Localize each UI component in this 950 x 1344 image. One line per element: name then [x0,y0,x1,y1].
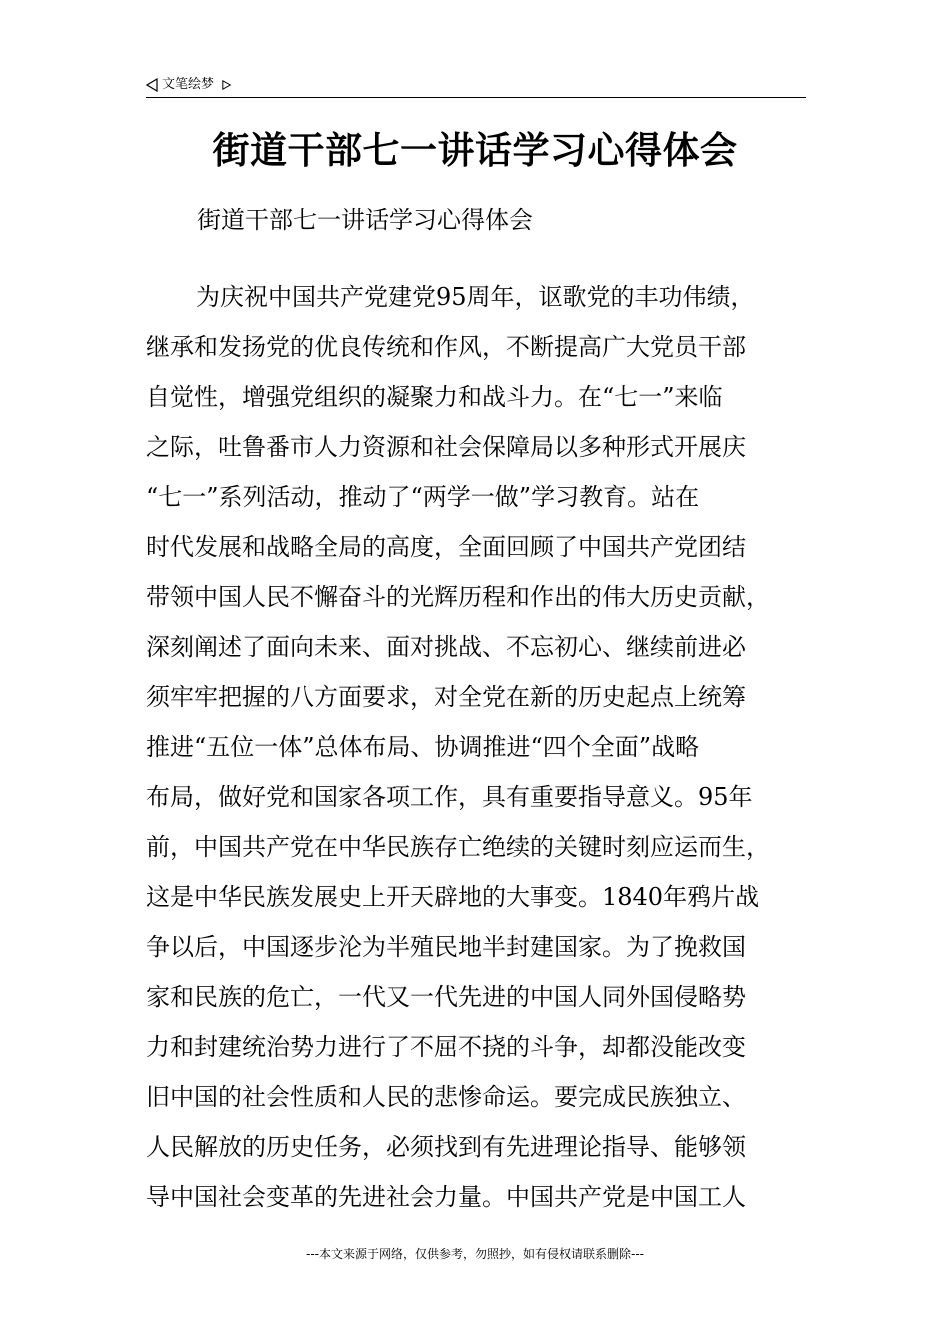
body-line: 导中国社会变革的先进社会力量。中国共产党是中国工人 [146,1183,746,1211]
body-line: 带领中国人民不懈奋斗的光辉历程和作出的伟大历史贡献， [146,583,770,611]
body-line: 为庆祝中国共产党建党95周年，讴歌党的丰功伟绩， [196,283,755,311]
body-line: 推进“五位一体”总体布局、协调推进“四个全面”战略 [146,733,700,761]
body-line: 须牢牢把握的八方面要求，对全党在新的历史起点上统筹 [146,683,746,711]
page-header [146,72,806,98]
triangle-right-icon [222,79,232,91]
footer-disclaimer: ---本文来源于网络，仅供参考，勿照抄，如有侵权请联系删除--- [306,1247,644,1261]
header-label: 文笔绘梦 [162,77,215,92]
body-line: 继承和发扬党的优良传统和作风，不断提高广大党员干部 [146,333,746,361]
body-line: 力和封建统治势力进行了不屈不挠的斗争，却都没能改变 [146,1033,746,1061]
body-line: “七一”系列活动，推动了“两学一做”学习教育。站在 [146,483,700,511]
body-line: 这是中华民族发展史上开天辟地的大事变。1840年鸦片战 [146,883,760,911]
body-line: 家和民族的危亡，一代又一代先进的中国人同外国侵略势 [146,983,746,1011]
body-line: 人民解放的历史任务，必须找到有先进理论指导、能够领 [146,1133,746,1161]
body-line: 之际，吐鲁番市人力资源和社会保障局以多种形式开展庆 [146,433,746,461]
body-line: 争以后，中国逐步沦为半殖民地半封建国家。为了挽救国 [146,933,746,961]
body-line: 自觉性，增强党组织的凝聚力和战斗力。在“七一”来临 [146,383,723,411]
body-line: 前，中国共产党在中华民族存亡绝续的关键时刻应运而生， [146,833,770,861]
document-subtitle: 街道干部七一讲话学习心得体会 [197,206,533,234]
triangle-left-icon [146,78,158,92]
body-line: 布局，做好党和国家各项工作，具有重要指导意义。95年 [146,783,753,811]
document-title: 街道干部七一讲话学习心得体会 [212,128,738,172]
header-divider [146,97,806,98]
body-line: 时代发展和战略全局的高度，全面回顾了中国共产党团结 [146,533,746,561]
header-brand [146,76,232,94]
body-line: 深刻阐述了面向未来、面对挑战、不忘初心、继续前进必 [146,633,746,661]
document-body [146,272,816,1222]
body-line: 旧中国的社会性质和人民的悲惨命运。要完成民族独立、 [146,1083,746,1111]
